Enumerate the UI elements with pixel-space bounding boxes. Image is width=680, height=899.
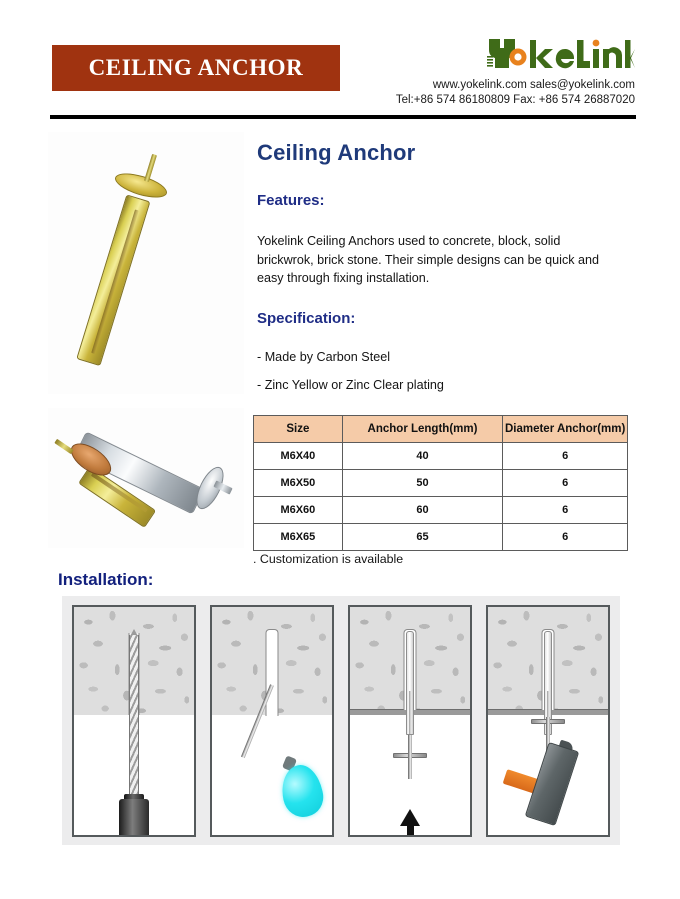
cell-size: M6X50 — [254, 470, 343, 497]
contact-web-email[interactable]: www.yokelink.com sales@yokelink.com — [432, 79, 635, 91]
cell-diameter: 6 — [503, 443, 628, 470]
customization-note: . Customization is available — [253, 552, 404, 566]
features-body: Yokelink Ceiling Anchors used to concrete, block, solid brickwrok, brick stone. Their simple designs can be quick and easy through fixing installation. — [257, 234, 600, 285]
features-heading: Features: — [257, 192, 325, 209]
anchor-pin — [408, 735, 412, 779]
table-row — [254, 524, 628, 551]
table-header-row — [254, 416, 628, 443]
specification-list — [257, 349, 617, 405]
page-title: Ceiling Anchor — [257, 140, 416, 165]
table-row — [254, 443, 628, 470]
cell-diameter: 6 — [503, 470, 628, 497]
contact-info — [315, 78, 635, 108]
photo-ceiling-anchor-yellow-zinc — [48, 132, 244, 394]
cell-diameter: 6 — [503, 524, 628, 551]
title-banner-text: CEILING ANCHOR — [88, 55, 304, 80]
cell-size: M6X40 — [254, 443, 343, 470]
install-step-hammer-pin — [486, 605, 610, 837]
installation-steps-strip — [62, 596, 620, 845]
spec-item-plating: - Zinc Yellow or Zinc Clear plating — [257, 378, 444, 392]
install-step-clean-hole — [210, 605, 334, 837]
specification-heading: Specification: — [257, 310, 356, 327]
table-row — [254, 470, 628, 497]
anchor-split-legs — [409, 691, 410, 737]
spec-item-material: - Made by Carbon Steel — [257, 350, 391, 364]
drilled-hole — [266, 629, 279, 716]
column-header-diameter: Diameter Anchor(mm) — [503, 416, 628, 443]
contact-tel-fax: Tel:+86 574 86180809 Fax: +86 574 26887020 — [395, 94, 635, 106]
photo-ceiling-anchor-pair — [48, 408, 244, 548]
install-step-insert-anchor — [348, 605, 472, 837]
cell-length: 50 — [342, 470, 503, 497]
install-step-drill-hole — [72, 605, 196, 837]
yokelink-logo-icon — [485, 36, 635, 70]
brand-logo-block — [315, 36, 635, 108]
cell-size: M6X60 — [254, 497, 343, 524]
drill-chuck-icon — [119, 799, 149, 835]
column-header-size: Size — [254, 416, 343, 443]
cell-size: M6X65 — [254, 524, 343, 551]
cell-length: 40 — [342, 443, 503, 470]
drill-bit-icon — [129, 635, 139, 795]
cell-length: 60 — [342, 497, 503, 524]
table-row — [254, 497, 628, 524]
title-banner — [52, 45, 340, 91]
page-header — [0, 0, 680, 120]
column-header-length: Anchor Length(mm) — [342, 416, 503, 443]
cell-diameter: 6 — [503, 497, 628, 524]
specification-table — [253, 415, 628, 551]
cell-length: 65 — [342, 524, 503, 551]
header-divider — [50, 115, 636, 119]
installation-heading: Installation: — [58, 570, 154, 589]
